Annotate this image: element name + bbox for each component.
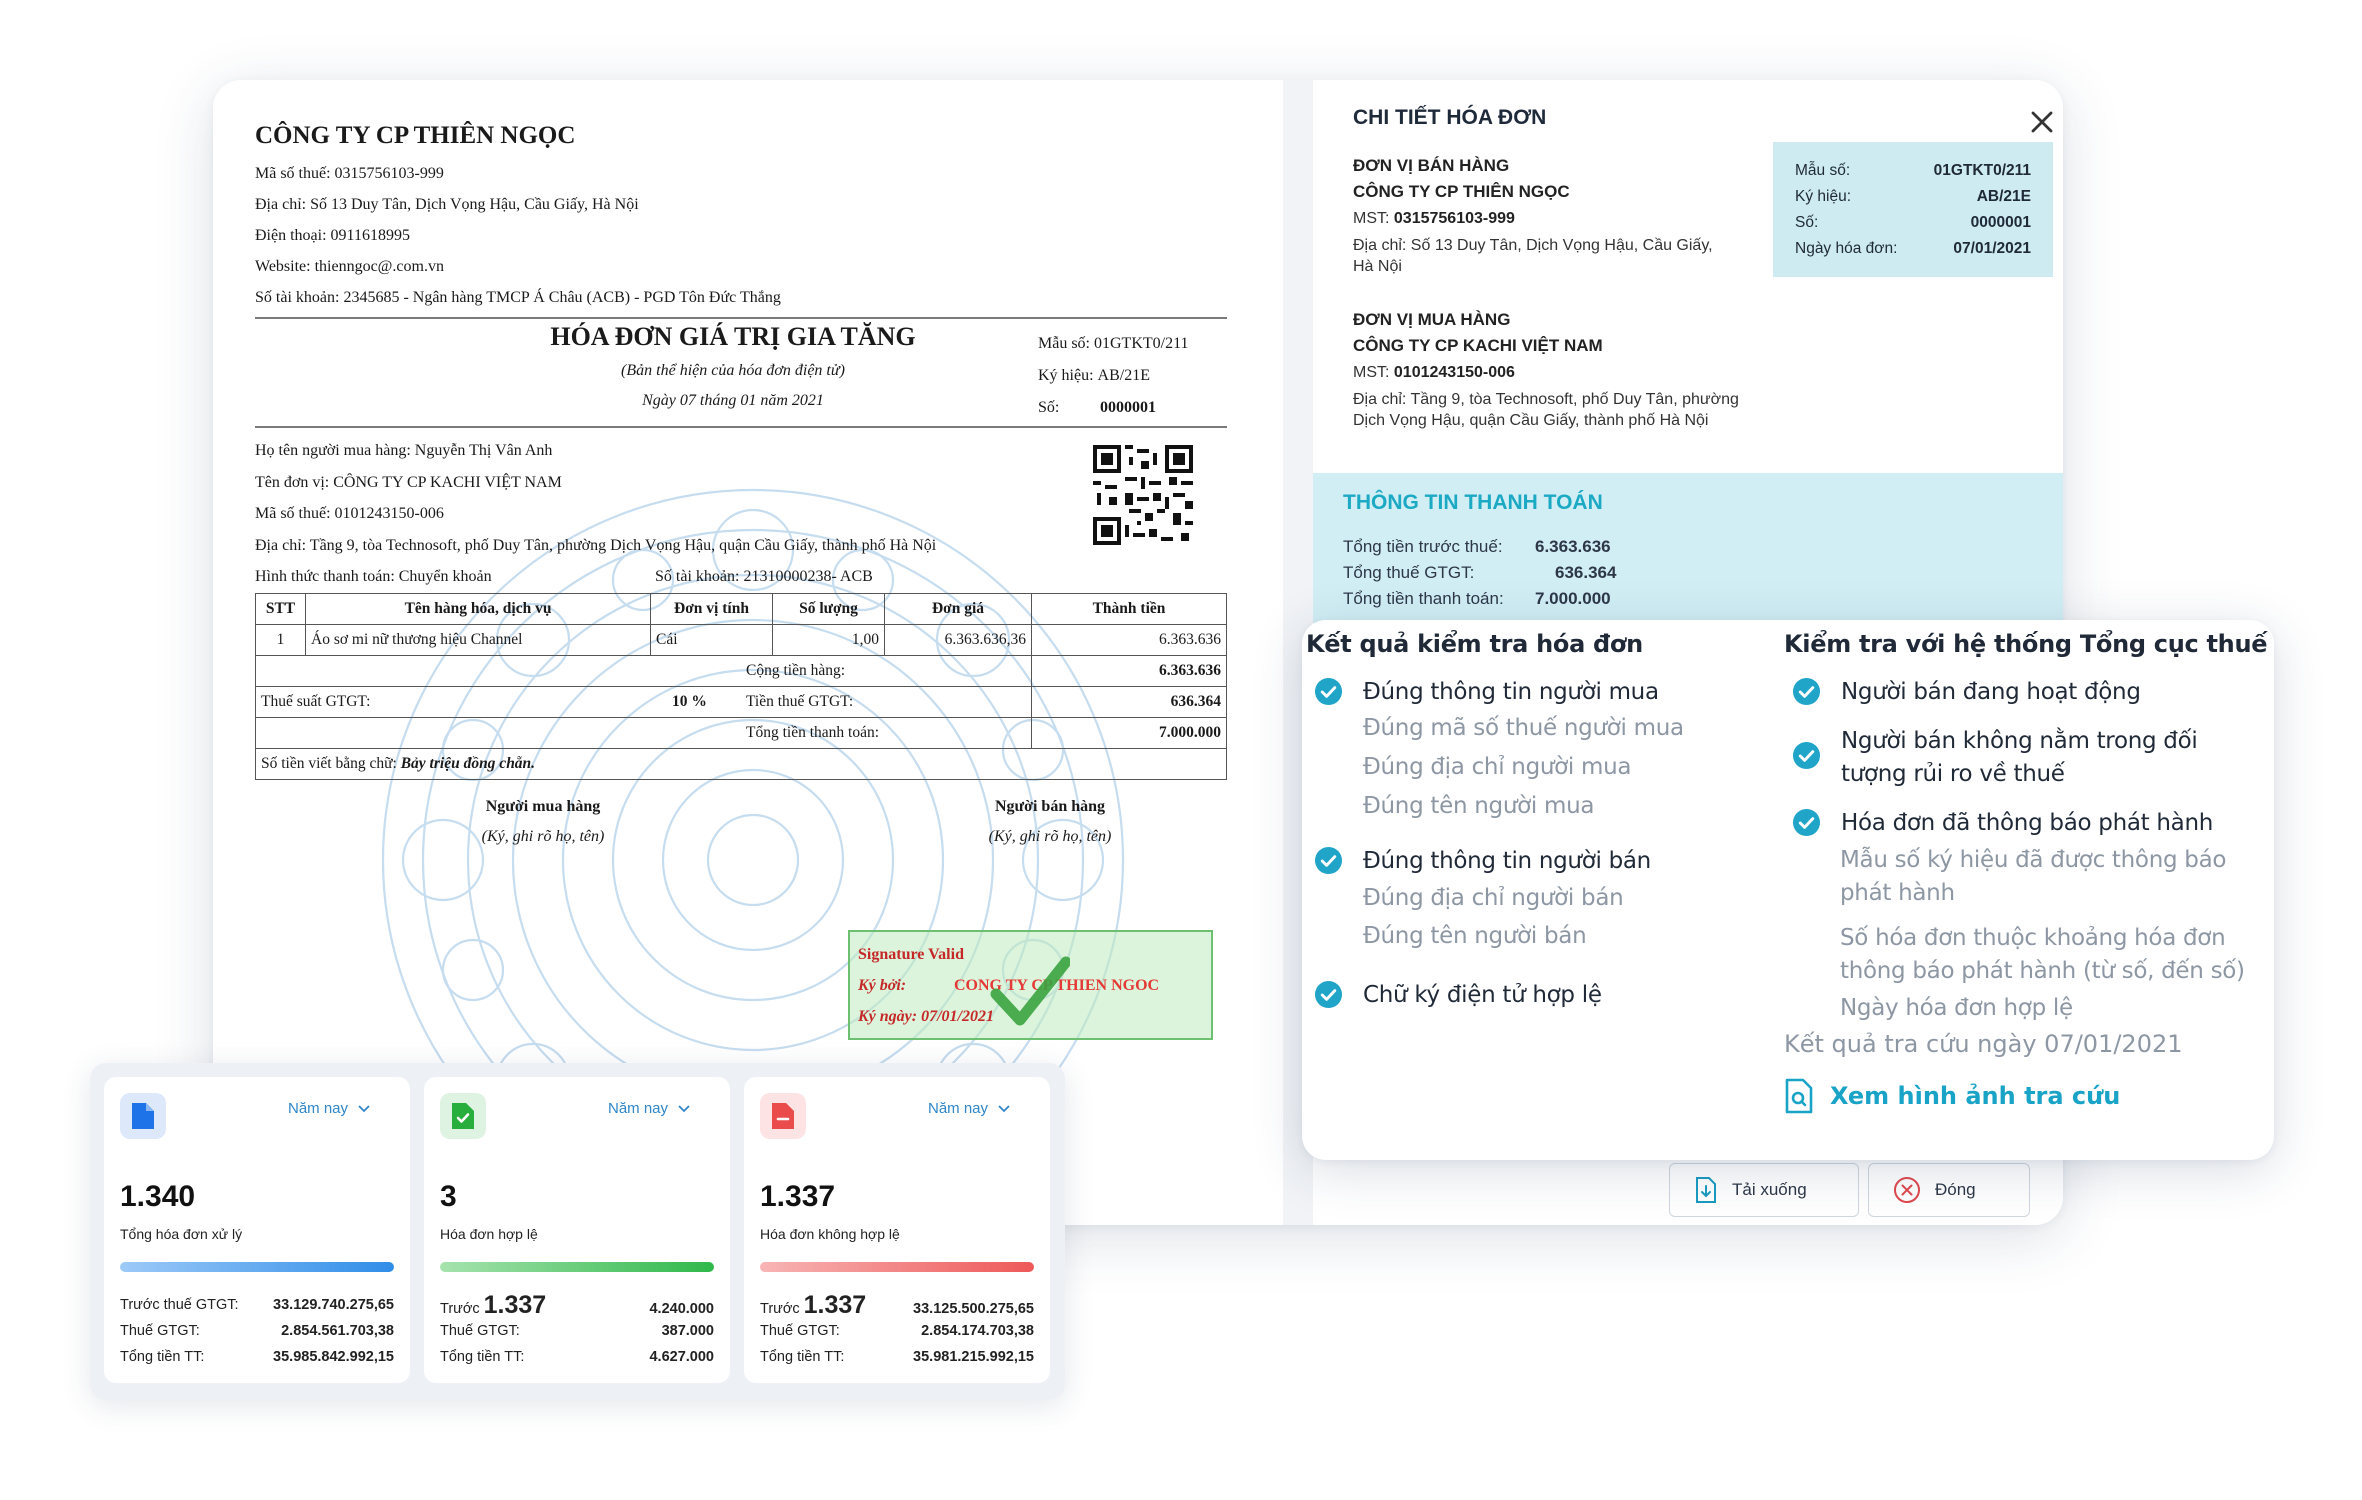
check-item	[1314, 845, 1651, 878]
stat-row: Thuế GTGT: 387.000	[440, 1323, 714, 1339]
view-lookup-image-link[interactable]	[1784, 1078, 2120, 1114]
seller-risk-text: Người bán không nằm trong đối tượng rủi ro về thuế	[1841, 728, 2198, 787]
stat-card-valid[interactable]	[424, 1077, 730, 1383]
seller-tax: Mã số thuế: 0315756103-999	[255, 165, 444, 182]
sub-check: Đúng mã số thuế người mua	[1363, 715, 1684, 741]
stat-label: Tổng hóa đơn xử lý	[120, 1226, 243, 1242]
cell-stt: 1	[256, 625, 306, 656]
amount-words-cell	[256, 749, 1227, 780]
seller-phone: Điện thoại: 0911618995	[255, 227, 410, 244]
divider	[255, 426, 1227, 428]
document-check-icon	[440, 1093, 486, 1139]
table-row	[256, 625, 1227, 656]
period-dropdown[interactable]: Năm nay	[608, 1100, 690, 1117]
vat-value: 636.364	[1032, 687, 1227, 718]
subtotal-row	[256, 656, 1227, 687]
download-label: Tải xuống	[1732, 1180, 1807, 1199]
stat-row: Tổng tiền TT: 35.981.215.992,15	[760, 1349, 1034, 1365]
col-header: STT	[256, 594, 306, 625]
sub-check: Số hóa đơn thuộc khoảng hóa đơn thông báo phát hành (từ số, đến số)	[1840, 925, 2245, 984]
close-circle-icon	[1893, 1176, 1921, 1204]
digital-signature-stamp	[848, 930, 1213, 1040]
seller-address: Địa chỉ: Số 13 Duy Tân, Dịch Vọng Hậu, Cầu Giấy, Hà Nội	[1353, 237, 1713, 275]
form-value: 01GTKT0/211	[1094, 335, 1189, 352]
total-label: Tổng tiền thanh toán:	[256, 718, 1032, 749]
seller-company: CÔNG TY CP THIÊN NGỌC	[1353, 182, 1570, 201]
cell-price: 6.363.636,36	[885, 625, 1032, 656]
stat-row: Trước thuế GTGT: 33.129.740.275,65	[120, 1297, 394, 1313]
stat-label: Hóa đơn không hợp lệ	[760, 1226, 900, 1242]
symbol-label: Ký hiệu:	[1038, 367, 1094, 384]
subtotal-label: Cộng tiền hàng:	[256, 656, 1032, 687]
buyer-mst: MST: 0101243150-006	[1353, 364, 1515, 381]
words-value: Bảy triệu đồng chẵn.	[400, 755, 536, 772]
total-value: 7.000.000	[1032, 718, 1227, 749]
buyer-sign-hint: (Ký, ghi rõ họ, tên)	[481, 828, 605, 845]
col-header: Thành tiền	[1032, 594, 1227, 625]
detail-seller	[1353, 156, 1733, 283]
buyer-company: CÔNG TY CP KACHI VIỆT NAM	[1353, 336, 1603, 355]
seller-sign-title: Người bán hàng	[994, 798, 1106, 815]
meta-row: Mẫu số: 01GTKT0/211	[1795, 162, 2031, 179]
period-dropdown[interactable]: Năm nay	[928, 1100, 1010, 1117]
payment-info	[1313, 473, 2063, 623]
meta-row: Số: 0000001	[1795, 214, 2031, 231]
sub-check: Đúng tên người bán	[1363, 923, 1587, 949]
invoice-subtitle: (Bản thể hiện của hóa đơn điện tử)	[621, 362, 845, 379]
stat-row: Thuế GTGT: 2.854.174.703,38	[760, 1323, 1034, 1339]
download-button[interactable]	[1669, 1163, 1859, 1217]
number-value: 0000001	[1100, 399, 1156, 416]
close-label: Đóng	[1935, 1180, 1976, 1199]
check-item	[1314, 979, 1602, 1012]
buyer-unit: Tên đơn vị: CÔNG TY CP KACHI VIỆT NAM	[255, 473, 562, 491]
statistics-panel	[90, 1063, 1065, 1400]
valid-check-icon	[990, 950, 1070, 1030]
buyer-tax: Mã số thuế: 0101243150-006	[255, 505, 444, 522]
invoice-document	[213, 80, 1283, 1225]
col-header: Đơn vị tính	[651, 594, 773, 625]
sub-check: Mẫu số ký hiệu đã được thông báo phát hành	[1840, 847, 2227, 906]
seller-mst: MST: 0315756103-999	[1353, 210, 1515, 227]
payment-heading: THÔNG TIN THANH TOÁN	[1343, 491, 1603, 514]
close-icon[interactable]	[2028, 108, 2056, 136]
chevron-down-icon	[998, 1105, 1010, 1113]
stat-row: Trước 1.337 4.240.000	[440, 1291, 714, 1319]
stat-count: 1.337	[760, 1180, 836, 1213]
file-search-icon	[1784, 1078, 1814, 1114]
payment-row: Tổng thuế GTGT: 636.364	[1343, 563, 1617, 582]
stat-count: 1.340	[120, 1180, 196, 1213]
check-circle-icon	[1314, 677, 1343, 706]
seller-header	[255, 122, 1255, 313]
divider	[255, 317, 1227, 319]
seller-company: CÔNG TY CP THIÊN NGỌC	[255, 122, 576, 149]
col-header: Đơn giá	[885, 594, 1032, 625]
vat-rate-label: Thuế suất GTGT:	[261, 693, 371, 710]
invoice-meta	[1038, 328, 1189, 424]
cell-unit: Cái	[651, 625, 773, 656]
lookup-date: Kết quả tra cứu ngày 07/01/2021	[1784, 1030, 2183, 1058]
stat-row: Trước 1.337 33.125.500.275,65	[760, 1291, 1034, 1319]
stat-row: Tổng tiền TT: 4.627.000	[440, 1349, 714, 1365]
words-label: Số tiền viết bằng chữ:	[261, 755, 397, 772]
check-circle-icon	[1314, 980, 1343, 1009]
buyer-address: Địa chỉ: Tầng 9, tòa Technosoft, phố Duy Tân, phường Dịch Vọng Hậu, quận Cầu Giấy, thành phố Hà Nội	[255, 536, 937, 554]
verify-left-heading: Kết quả kiểm tra hóa đơn	[1306, 630, 1643, 658]
check-item	[1792, 676, 2141, 709]
check-circle-icon	[1792, 808, 1821, 837]
seller-website: Website: thienngoc@.com.vn	[255, 258, 444, 275]
total-row	[256, 718, 1227, 749]
buyer-sign-title: Người mua hàng	[485, 798, 601, 815]
signed-by-label: Ký bởi:	[858, 977, 907, 994]
check-circle-icon	[1792, 677, 1821, 706]
document-icon	[120, 1093, 166, 1139]
col-header: Tên hàng hóa, dịch vụ	[306, 594, 651, 625]
check-item	[1792, 807, 2213, 840]
buyer-ok-text: Đúng thông tin người mua	[1363, 679, 1659, 705]
stat-count: 3	[440, 1180, 457, 1213]
vat-row	[256, 687, 1227, 718]
check-item	[1792, 725, 2197, 791]
meta-row: Ký hiệu: AB/21E	[1795, 188, 2031, 205]
seller-active-text: Người bán đang hoạt động	[1841, 679, 2141, 705]
detail-title: CHI TIẾT HÓA ĐƠN	[1353, 106, 1547, 129]
stat-card-invalid[interactable]	[744, 1077, 1050, 1383]
subtotal-value: 6.363.636	[1032, 656, 1227, 687]
signature-ok-text: Chữ ký điện tử hợp lệ	[1363, 982, 1602, 1008]
buyer-info	[255, 435, 1135, 593]
sub-check: Đúng tên người mua	[1363, 793, 1595, 819]
amount-words-row	[256, 749, 1227, 780]
vat-label: Tiền thuế GTGT:	[746, 693, 854, 710]
payment-row: Tổng tiền thanh toán: 7.000.000	[1343, 589, 1611, 608]
number-label: Số:	[1038, 399, 1060, 416]
meta-row: Ngày hóa đơn: 07/01/2021	[1795, 240, 2031, 257]
buyer-name: Họ tên người mua hàng: Nguyễn Thị Vân Anh	[255, 442, 553, 459]
sub-check: Đúng địa chỉ người bán	[1363, 885, 1624, 911]
col-header: Số lượng	[773, 594, 885, 625]
stat-progress-bar	[440, 1262, 714, 1272]
invoice-items-table	[255, 593, 1227, 780]
payment-row: Tổng tiền trước thuế: 6.363.636	[1343, 537, 1611, 556]
seller-ok-text: Đúng thông tin người bán	[1363, 848, 1651, 874]
link-label: Xem hình ảnh tra cứu	[1830, 1082, 2121, 1110]
payment-method: Hình thức thanh toán: Chuyển khoản	[255, 568, 492, 585]
cell-item: Áo sơ mi nữ thương hiệu Channel	[306, 625, 651, 656]
close-button[interactable]	[1868, 1163, 2030, 1217]
verification-result-card	[1302, 620, 2274, 1160]
cell-amount: 6.363.636	[1032, 625, 1227, 656]
table-header-row	[256, 594, 1227, 625]
buyer-heading: ĐƠN VỊ MUA HÀNG	[1353, 310, 1511, 329]
vat-cell	[256, 687, 1032, 718]
verify-right-heading: Kiểm tra với hệ thống Tổng cục thuế	[1784, 630, 2268, 658]
check-circle-icon	[1314, 846, 1343, 875]
stat-progress-bar	[120, 1262, 394, 1272]
invoice-title-block	[493, 322, 973, 410]
invoice-announced-text: Hóa đơn đã thông báo phát hành	[1841, 810, 2213, 836]
document-minus-icon	[760, 1093, 806, 1139]
stat-progress-bar	[760, 1262, 1034, 1272]
download-icon	[1694, 1176, 1718, 1204]
sub-check: Đúng địa chỉ người mua	[1363, 754, 1632, 780]
buyer-account: Số tài khoản: 21310000238- ACB	[655, 568, 873, 585]
chevron-down-icon	[678, 1105, 690, 1113]
detail-meta-box	[1773, 142, 2053, 277]
symbol-value: AB/21E	[1097, 367, 1150, 384]
check-circle-icon	[1792, 741, 1821, 770]
stat-row: Tổng tiền TT: 35.985.842.992,15	[120, 1349, 394, 1365]
signature-valid-text: Signature Valid	[858, 946, 964, 963]
invoice-date: Ngày 07 tháng 01 năm 2021	[642, 392, 824, 409]
seller-address: Địa chỉ: Số 13 Duy Tân, Dịch Vọng Hậu, Cầu Giấy, Hà Nội	[255, 196, 639, 213]
period-dropdown[interactable]: Năm nay	[288, 1100, 370, 1117]
invoice-title: HÓA ĐƠN GIÁ TRỊ GIA TĂNG	[550, 322, 916, 351]
buyer-address: Địa chỉ: Tầng 9, tòa Technosoft, phố Duy Tân, phường Dịch Vọng Hậu, quận Cầu Giấy, thành phố Hà Nội	[1353, 391, 1739, 429]
seller-sign-hint: (Ký, ghi rõ họ, tên)	[988, 828, 1112, 845]
form-label: Mẫu số:	[1038, 335, 1090, 352]
seller-heading: ĐƠN VỊ BÁN HÀNG	[1353, 156, 1510, 175]
seller-account: Số tài khoản: 2345685 - Ngân hàng TMCP Á Châu (ACB) - PGD Tôn Đức Thắng	[255, 289, 781, 306]
sub-check: Ngày hóa đơn hợp lệ	[1840, 995, 2073, 1021]
stat-label: Hóa đơn hợp lệ	[440, 1226, 538, 1242]
detail-buyer	[1353, 310, 1743, 437]
stat-card-total[interactable]	[104, 1077, 410, 1383]
signed-by-value: CONG TY CP THIEN NGOC	[954, 977, 1160, 994]
check-item	[1314, 676, 1659, 709]
stat-row: Thuế GTGT: 2.854.561.703,38	[120, 1323, 394, 1339]
chevron-down-icon	[358, 1105, 370, 1113]
vat-rate-value: 10 %	[672, 693, 707, 710]
qr-code	[1093, 445, 1193, 545]
signed-date-line: Ký ngày: 07/01/2021	[858, 1008, 994, 1025]
cell-qty: 1,00	[773, 625, 885, 656]
